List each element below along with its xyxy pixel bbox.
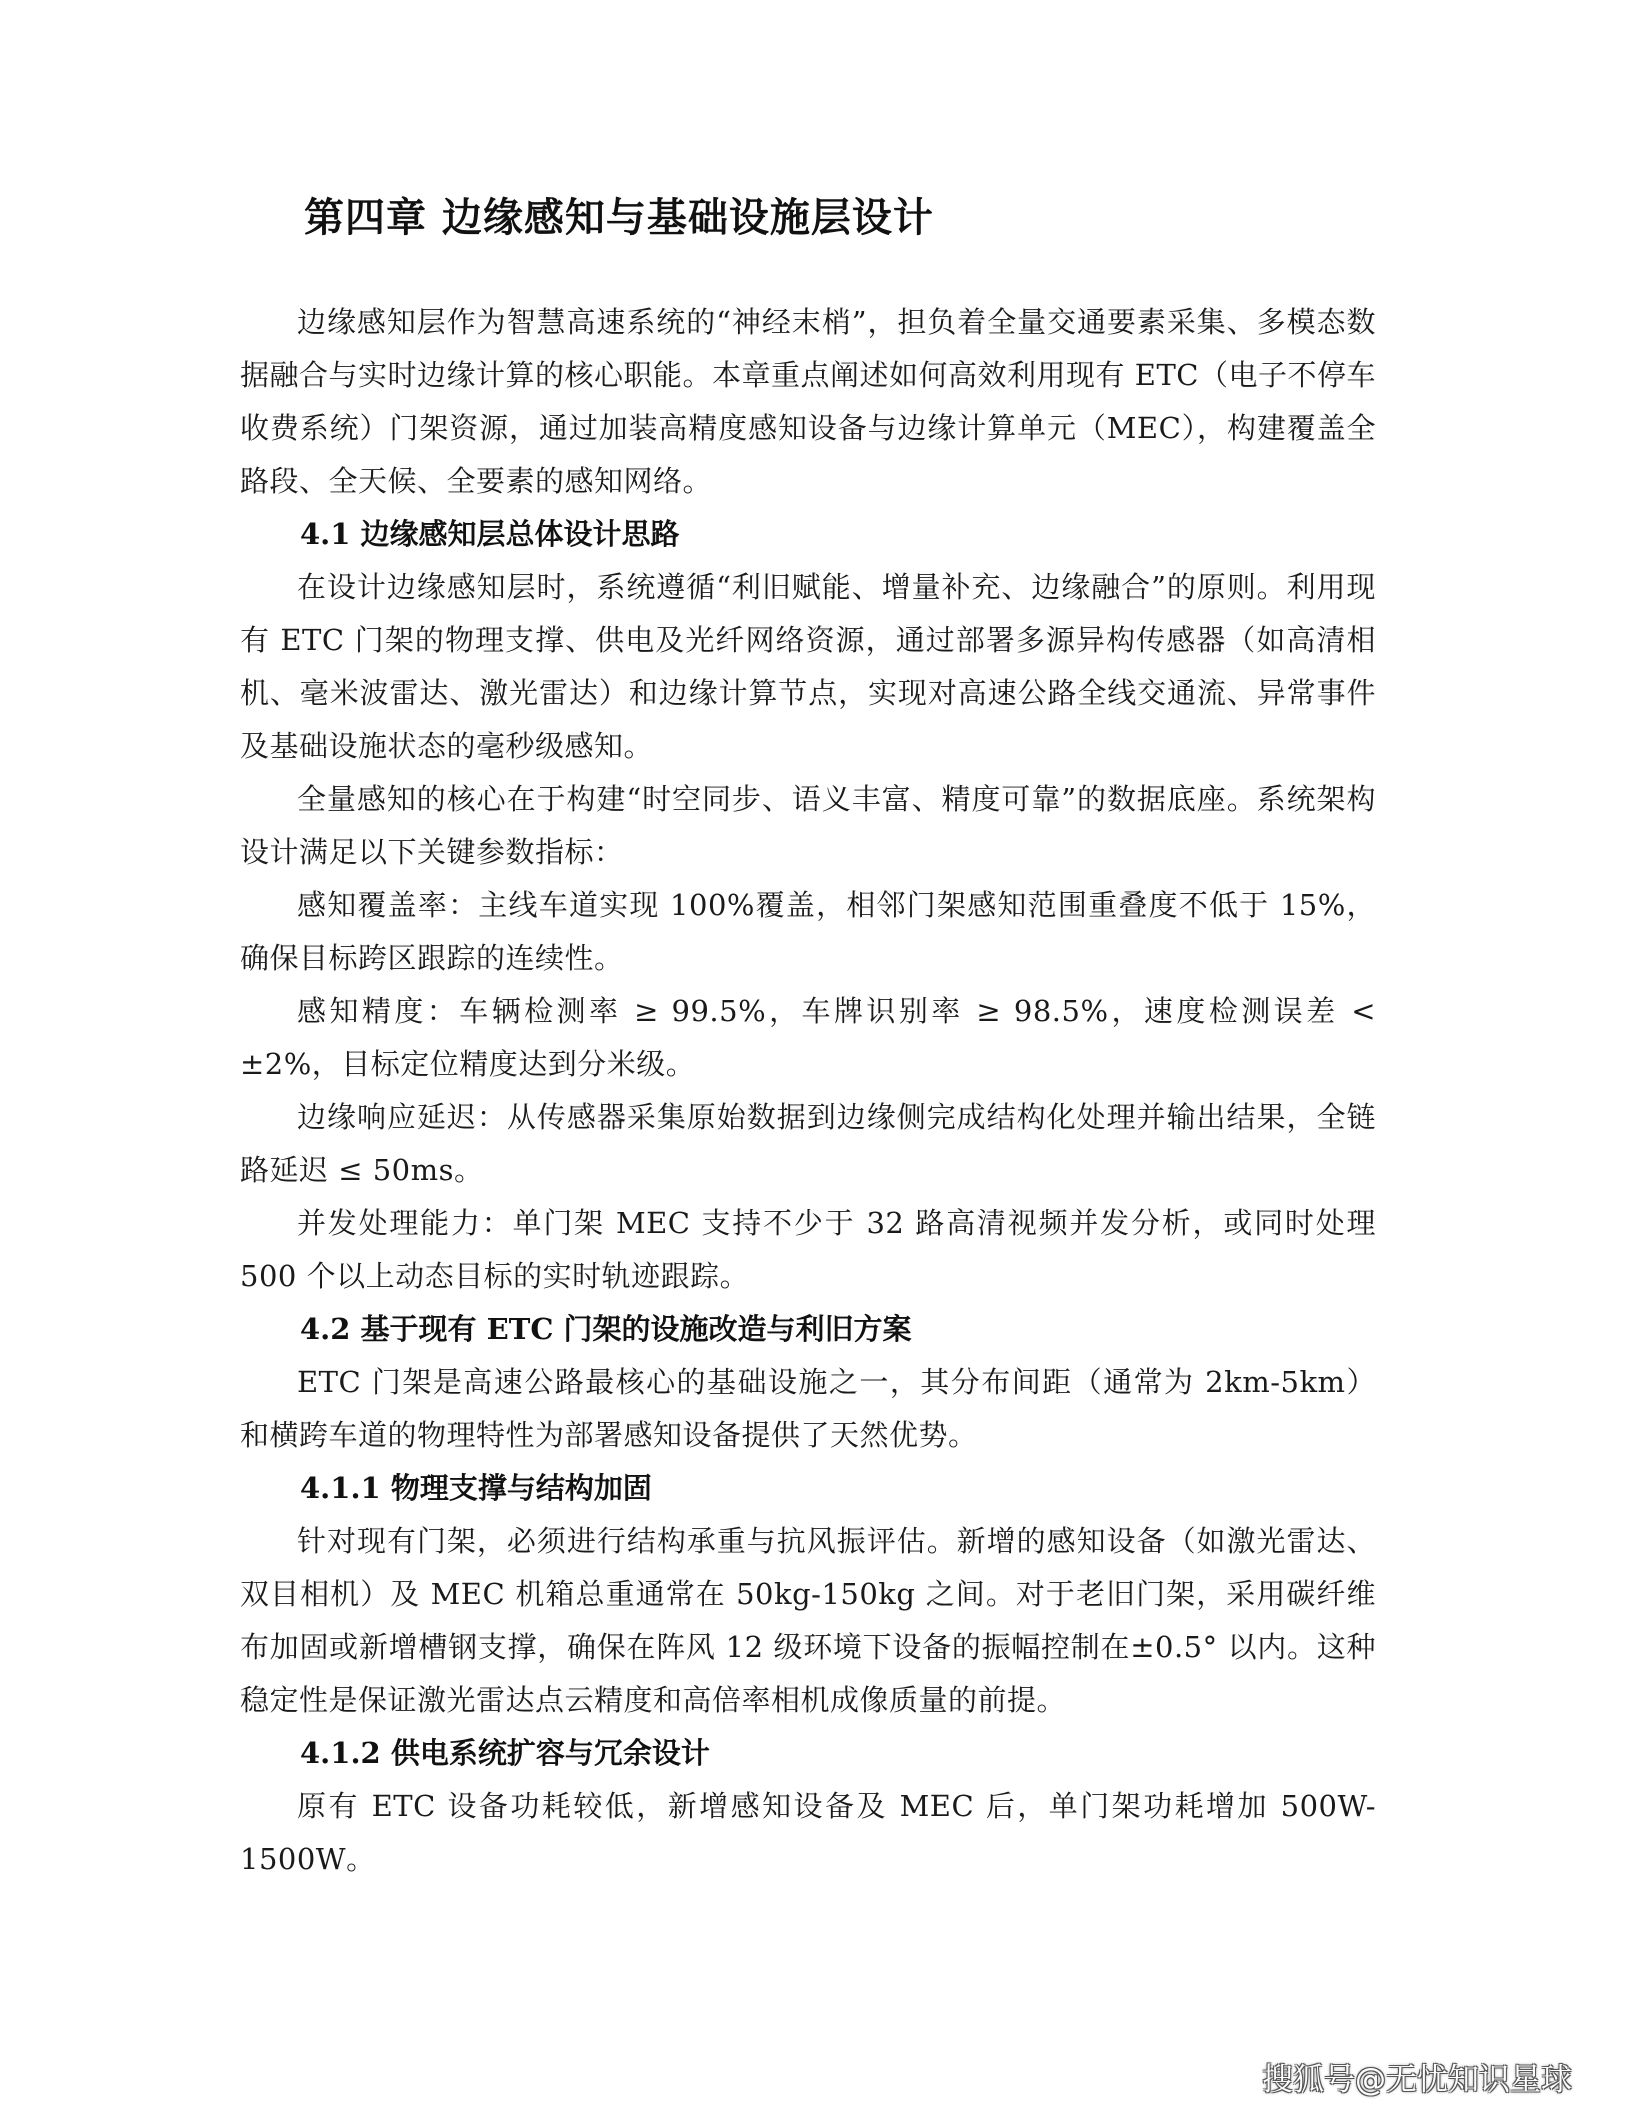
paragraph-power-supply: 原有 ETC 设备功耗较低，新增感知设备及 MEC 后，单门架功耗增加 500W-1500W。 [240,1789,1376,1876]
section-heading-4-1-2: 4.1.2 供电系统扩容与冗余设计 [300,1736,710,1770]
intro-paragraph: 边缘感知层作为智慧高速系统的“神经末梢”，担负着全量交通要素采集、多模态数据融合与实时边缘计算的核心职能。本章重点阐述如何高效利用现有 ETC（电子不停车收费系统）门架资源，通过加装高精度感知设备与边缘计算单元（MEC），构建覆盖全路段、全天候、全要素的感知网络。 [240,305,1376,498]
document-body [240,296,1376,1886]
section-heading-4-1: 4.1 边缘感知层总体设计思路 [300,517,680,551]
section-heading-4-2: 4.2 基于现有 ETC 门架的设施改造与利旧方案 [300,1312,912,1346]
watermark: 搜狐号@无忧知识星球 [1262,2062,1572,2098]
paragraph-data-foundation: 全量感知的核心在于构建“时空同步、语义丰富、精度可靠”的数据底座。系统架构设计满足以下关键参数指标： [240,782,1376,869]
paragraph-accuracy: 感知精度：车辆检测率 ≥ 99.5%，车牌识别率 ≥ 98.5%，速度检测误差 < ±2%，目标定位精度达到分米级。 [240,994,1376,1081]
paragraph-design-principle: 在设计边缘感知层时，系统遵循“利旧赋能、增量补充、边缘融合”的原则。利用现有 ETC 门架的物理支撑、供电及光纤网络资源，通过部署多源异构传感器（如高清相机、毫米波雷达、激光雷达）和边缘计算节点，实现对高速公路全线交通流、异常事件及基础设施状态的毫秒级感知。 [240,570,1376,763]
section-heading-4-1-1: 4.1.1 物理支撑与结构加固 [300,1471,652,1505]
paragraph-structure-reinforcement: 针对现有门架，必须进行结构承重与抗风振评估。新增的感知设备（如激光雷达、双目相机）及 MEC 机箱总重通常在 50kg-150kg 之间。对于老旧门架，采用碳纤维布加固或新增槽钢支撑，确保在阵风 12 级环境下设备的振幅控制在±0.5° 以内。这种稳定性是保证激光雷达点云精度和高倍率相机成像质量的前提。 [240,1524,1376,1717]
chapter-title: 第四章 边缘感知与基础设施层设计 [304,195,934,241]
paragraph-etc-gantry: ETC 门架是高速公路最核心的基础设施之一，其分布间距（通常为 2km-5km）和横跨车道的物理特性为部署感知设备提供了天然优势。 [240,1365,1376,1452]
paragraph-concurrency: 并发处理能力：单门架 MEC 支持不少于 32 路高清视频并发分析，或同时处理 500 个以上动态目标的实时轨迹跟踪。 [240,1206,1376,1293]
paragraph-latency: 边缘响应延迟：从传感器采集原始数据到边缘侧完成结构化处理并输出结果，全链路延迟 ≤ 50ms。 [240,1100,1376,1187]
paragraph-coverage-rate: 感知覆盖率：主线车道实现 100%覆盖，相邻门架感知范围重叠度不低于 15%，确保目标跨区跟踪的连续性。 [240,888,1376,975]
